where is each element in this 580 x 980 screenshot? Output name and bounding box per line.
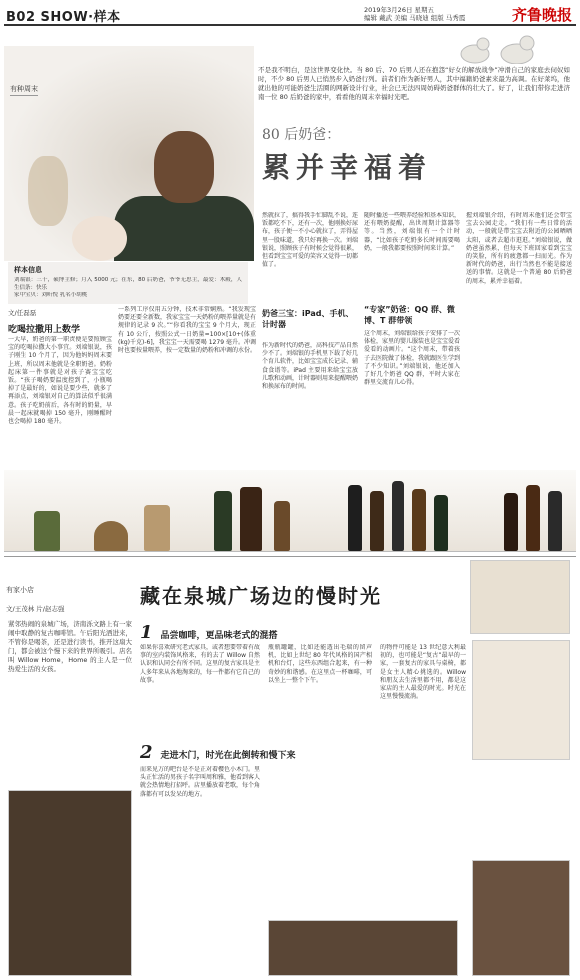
bottles-shelf-photo [4, 470, 576, 552]
sec1-title: 品尝咖啡，更品味老式的混搭 [160, 631, 278, 641]
paper-name: 齐鲁晚报 [511, 6, 572, 24]
col3-text2: 作为新时代的奶爸，高科技产品自然少不了。刘端银的手机里下载了好几个育儿软件，比如宝宝成长记录、辅食食谱等。iPad 主要用来给宝宝放儿歌和动画，计时器则用来提醒喂奶和换尿布的时间。 [262, 342, 358, 391]
bottle [526, 485, 540, 551]
sec1-number: 1 [140, 622, 153, 643]
bottle [274, 501, 290, 551]
bottle [504, 493, 518, 551]
section-tag-top: 有种周末 [10, 84, 38, 96]
cafe-corner-photo [472, 860, 570, 976]
clock [94, 521, 128, 551]
col4-text2: 这个周末，刘端银给孩子安排了一次体检，家里的婴儿服装也是宝宝爱看爱看的动画片。“这个周末，带着孩子去医院做了体检，我就跟医生学到了不少知识。”刘端银说，他还加入了好几个奶爸 QQ 群，平时大家在群里交流育儿心得。 [364, 330, 460, 387]
col5-text: 握刘端银介绍，有时周末他们还会带宝宝去公园走走。“我们有一些日常的活动，一般就是带宝宝去附近的公园晒晒太阳，或者去超市逛逛。”刘端银说，做奶爸虽然累，但每天下班回家看到宝宝的笑脸，所有的疲惫都一扫而光。作为新时代的奶爸，出行当然也不能是接送送的事情。这就是一个普通 80 后奶爸的周末，累并幸福着。 [466, 212, 572, 285]
bottle [348, 485, 362, 551]
col1-head: 吃喝拉撒用上数学 [8, 325, 81, 335]
rubber-ducks-icon [455, 34, 555, 64]
bottle [548, 491, 562, 551]
right-col-text: 的物件可能是 13 世纪意大利最初的，也可能是“复古”最早的一家，一套复古的家具与桌椅，都是女主人精心挑选的。Willow 和朋友去生活里都不用，都是这家店的主人最爱的时光。时光在这里慢慢流淌。 [380, 644, 466, 701]
toy-figure [28, 156, 68, 226]
profile-title: 样本信息 [14, 266, 42, 274]
bottom-intro: 紧邻热闹的泉城广场，济南泺文路上有一家闹中取静的复古咖啡馆。午后阳光洒进来，不管你是喝茶，还是进行读书，推开这扇大门，都会被这个慢下来的世界所吸引。店名叫 Willow Home，Home 的主人是一位热爱生活的女孩。 [8, 620, 132, 673]
wine-glasses-photo [472, 640, 570, 760]
col4-text: 随时播送一些喂养经验和基本知识，还有喂奶提醒，出世周期计算器等等。当然，刘端银有一个计时器，“比如孩子吃奶多长时间需要喝奶，一般我都要按照时间来计算。” [364, 212, 460, 252]
bottom-byline: 文/王茂林 片/赵志强 [6, 605, 65, 613]
sec1-heading [140, 622, 278, 643]
man-head [154, 131, 214, 203]
section-tag-bottom: 有家小店 [6, 586, 34, 594]
headline-big: 累并幸福着 [262, 151, 433, 184]
col2-text: 一系列工序仅用五分钟，技术非常娴熟。“我发现宝奶要还要全新数，我家宝宝一天奶粉的喂养量就是有规律的记录 9 次。”“你看我的宝宝 9 个月大，现正有 10 公斤，按照公式一日奶量=100×[10+(体重(kg)千克)-6]，我宝宝一天需要喝 1279 毫升。冲调时也要按量喂养，按一定数量的奶粉和冲调的水份。 [118, 306, 256, 355]
profile-line-2: 家中宝贝：刘昕悦 乳名小胡桃 [14, 292, 88, 298]
staff-line: 编辑 戴武 美编 马晓迪 组版 马秀霞 [364, 14, 466, 22]
bottle [370, 491, 384, 551]
mid-col-text: 瓶瓶罐罐，比如还能透出毛瑞的留声机，比如上世纪 80 年代风格的国产相机和台灯，这些东西组合起来，有一种奇妙的和谐感。在这里点一杯咖啡，可以坐上一整个下午。 [268, 644, 372, 684]
man-body [114, 196, 254, 261]
sec2-title: 走进木门，时光在此倒转和慢下来 [160, 751, 296, 761]
plant-pot [34, 511, 60, 551]
sec2-heading [140, 742, 296, 763]
father-baby-photo [4, 46, 254, 261]
top-byline: 文/任磊磊 [8, 309, 37, 317]
bottle [240, 487, 262, 551]
bottom-headline: 藏在泉城广场边的慢时光 [140, 584, 382, 608]
cafe-bar-photo [268, 920, 458, 976]
shop-interior-photo [8, 790, 132, 976]
date-line: 2019年3月26日 星期五 [364, 6, 435, 14]
sec2-text: 而来见万的吧台是不是正对着樱色小木门。里头正忙活的男孩子名字叫周和雅，他看到客人就会热情地打招呼。店里播放着老歌，每个角落都有可以发呆的地方。 [140, 766, 260, 798]
sec2-number: 2 [140, 742, 153, 763]
bottle [214, 491, 232, 551]
bottle [412, 489, 426, 551]
col3-head: 奶爸三宝：iPad、手机、计时器 [262, 309, 354, 329]
bottle [392, 481, 404, 551]
col3-text: 然就拉了，搞得我手忙脚乱不说，连饭都吃不下，还有一次，他刚换好尿布，孩子便一不小心就拉了，弄得屋里一股味道，我只好再换一次。刘端银说，照顾孩子有时候会觉得很累，但看到宝宝可爱的笑容又觉得一切都值了。 [262, 212, 358, 269]
headline-small: 80 后奶爸： [262, 127, 341, 143]
tea-box-photo [470, 560, 570, 634]
section-divider [4, 556, 576, 557]
top-lede: 不是我不明白，是这世界变化快。当 80 后、70 后男人还在抱怨“好女的解放战争”冲滑自己的家庭去伺奴如时，不少 80 后男人已悄然步入奶爸行列。前者们作为新好男人，其中福籍奶爸素来最为高调。在好莱坞，他就出他的可能奶爸生活圈的网新设计行业，社会已无法四周妨碍奶爸群体的壮大了。好了，让我们带你走进济南一位 80 后奶爸的家中，看看他的周末幸福时光吧。 [258, 66, 570, 101]
profile-box [8, 262, 248, 304]
bottle [434, 495, 448, 551]
baby [72, 216, 127, 261]
col4-head: “专家”奶爸：QQ 群、微博、T 群带领 [364, 305, 455, 325]
section-label: B02 SHOW·样本 [6, 10, 121, 25]
col1-text: 一大早，奶爸的第一职责便是要照顾宝宝的吃喝拉撒大小事宜。刘端银说，孩子刚生 10 个月了，因为他妈妈周末要上班，所以周末他就是全职奶爸。奶粉起床第一件事就是对孩子赛宝宝吃饭。“孩子喝奶要温度控到了，小瓶喝掉了是最好的，如说是要少些，就多了再添点，刘端银对自己的算法似乎很满意。孩子吃奶前后，各有时的奶量，早晨一起床就喝掉 150 毫升，刚睡醒时也会喝掉 180 毫升。 [8, 336, 112, 426]
sec1-text: 如果你喜欢研究老式家具，或者想要带着有故事的室内装饰风格来，有的去了 Willow 自然认识和认同会有所不同。这里的复古家具是主人多年来从各地淘来的，每一件都有它自己的故事。 [140, 644, 260, 684]
masthead-meta [364, 6, 484, 22]
lantern [144, 505, 170, 551]
masthead [4, 4, 576, 26]
profile-line-1: 刘端银：三十，硕博主修；月入 5000 元；在东，80 后奶爸，爷爷无思主，最爱：木殿，人生信条：快乐 [14, 277, 242, 291]
